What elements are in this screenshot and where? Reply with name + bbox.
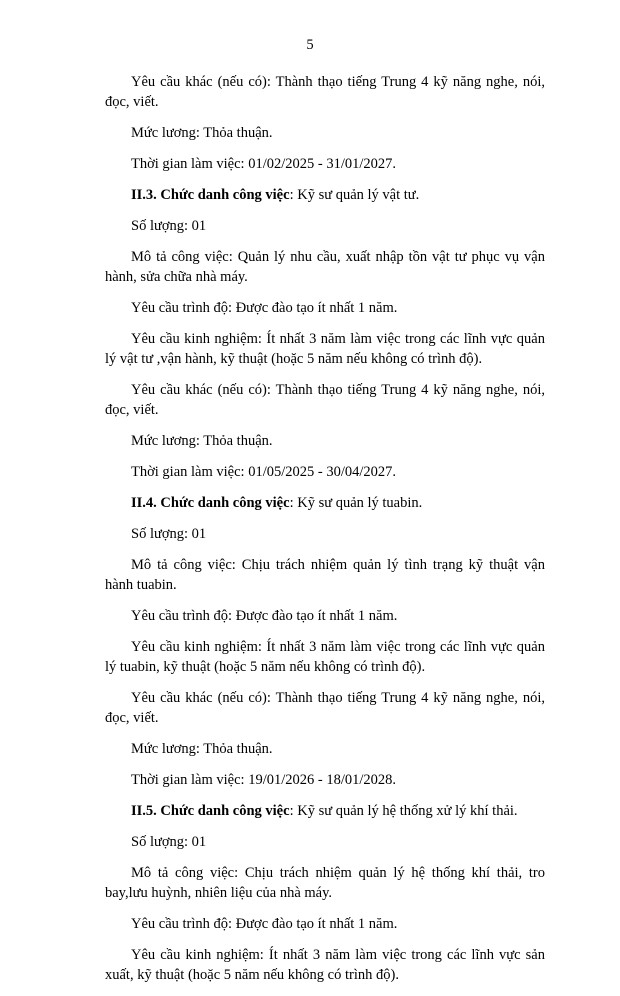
paragraph	[105, 770, 545, 790]
paragraph-text: Yêu cầu khác (nếu có): Thành thạo tiếng Trung 4 kỹ năng nghe, nói, đọc, viết.	[105, 74, 545, 110]
section-heading-text: : Kỹ sư quản lý vật tư.	[289, 187, 420, 203]
paragraph-text: Mức lương: Thỏa thuận.	[131, 741, 273, 757]
paragraph-text: Thời gian làm việc: 01/02/2025 - 31/01/2027.	[131, 156, 397, 172]
paragraph-text: Thời gian làm việc: 01/05/2025 - 30/04/2027.	[131, 464, 397, 480]
paragraph	[105, 863, 545, 903]
paragraph-text: Số lượng: 01	[131, 526, 207, 542]
paragraph-text: Mô tả công việc: Chịu trách nhiệm quản lý tình trạng kỹ thuật vận hành tuabin.	[105, 557, 545, 593]
paragraph-text: Yêu cầu kinh nghiệm: Ít nhất 3 năm làm việc trong các lĩnh vực sản xuất, kỹ thuật (hoặc 5 năm nếu không có trình độ).	[105, 947, 545, 983]
paragraph	[105, 154, 545, 174]
paragraph	[105, 298, 545, 318]
paragraph	[105, 555, 545, 595]
paragraph-text: Yêu cầu khác (nếu có): Thành thạo tiếng Trung 4 kỹ năng nghe, nói, đọc, viết.	[105, 382, 545, 418]
paragraph	[105, 832, 545, 852]
paragraph	[105, 247, 545, 287]
section-heading	[105, 493, 545, 513]
paragraph	[105, 380, 545, 420]
section-heading	[105, 185, 545, 205]
paragraph	[105, 637, 545, 677]
paragraph	[105, 123, 545, 143]
paragraph	[105, 216, 545, 236]
paragraph-text: Yêu cầu kinh nghiệm: Ít nhất 3 năm làm việc trong các lĩnh vực quản lý vật tư ,vận hành, kỹ thuật (hoặc 5 năm nếu không có trình độ).	[105, 331, 545, 367]
section-heading-text: : Kỹ sư quản lý tuabin.	[289, 495, 423, 511]
section-heading-text: : Kỹ sư quản lý hệ thống xử lý khí thải.	[289, 803, 518, 819]
paragraph-text: Yêu cầu trình độ: Được đào tạo ít nhất 1 năm.	[131, 300, 398, 316]
paragraph	[105, 688, 545, 728]
paragraph-text: Mức lương: Thỏa thuận.	[131, 433, 273, 449]
paragraph-text: Thời gian làm việc: 19/01/2026 - 18/01/2028.	[131, 772, 397, 788]
paragraph-text: Số lượng: 01	[131, 834, 207, 850]
paragraph-text: Mô tả công việc: Quản lý nhu cầu, xuất nhập tồn vật tư phục vụ vận hành, sửa chữa nhà máy.	[105, 249, 545, 285]
paragraph	[105, 72, 545, 112]
paragraph-text: Số lượng: 01	[131, 218, 207, 234]
paragraph	[105, 462, 545, 482]
paragraph-text: Mức lương: Thỏa thuận.	[131, 125, 273, 141]
section-heading	[105, 801, 545, 821]
paragraph	[105, 945, 545, 985]
paragraph	[105, 431, 545, 451]
paragraph	[105, 329, 545, 369]
page-number: 5	[306, 37, 314, 53]
section-heading-label: II.5. Chức danh công việc	[131, 803, 290, 819]
paragraph	[105, 524, 545, 544]
paragraph-text: Yêu cầu trình độ: Được đào tạo ít nhất 1 năm.	[131, 916, 398, 932]
section-heading-label: II.3. Chức danh công việc	[131, 187, 290, 203]
section-heading-label: II.4. Chức danh công việc	[131, 495, 290, 511]
paragraph-text: Yêu cầu kinh nghiệm: Ít nhất 3 năm làm việc trong các lĩnh vực quản lý tuabin, kỹ thuật (hoặc 5 năm nếu không có trình độ).	[105, 639, 545, 675]
paragraph	[105, 606, 545, 626]
paragraph-text: Mô tả công việc: Chịu trách nhiệm quản lý hệ thống khí thải, tro bay,lưu huỳnh, nhiên liệu của nhà máy.	[105, 865, 545, 901]
paragraph-text: Yêu cầu khác (nếu có): Thành thạo tiếng Trung 4 kỹ năng nghe, nói, đọc, viết.	[105, 690, 545, 726]
paragraph-text: Yêu cầu trình độ: Được đào tạo ít nhất 1 năm.	[131, 608, 398, 624]
document-body	[105, 72, 545, 996]
paragraph	[105, 739, 545, 759]
paragraph	[105, 914, 545, 934]
